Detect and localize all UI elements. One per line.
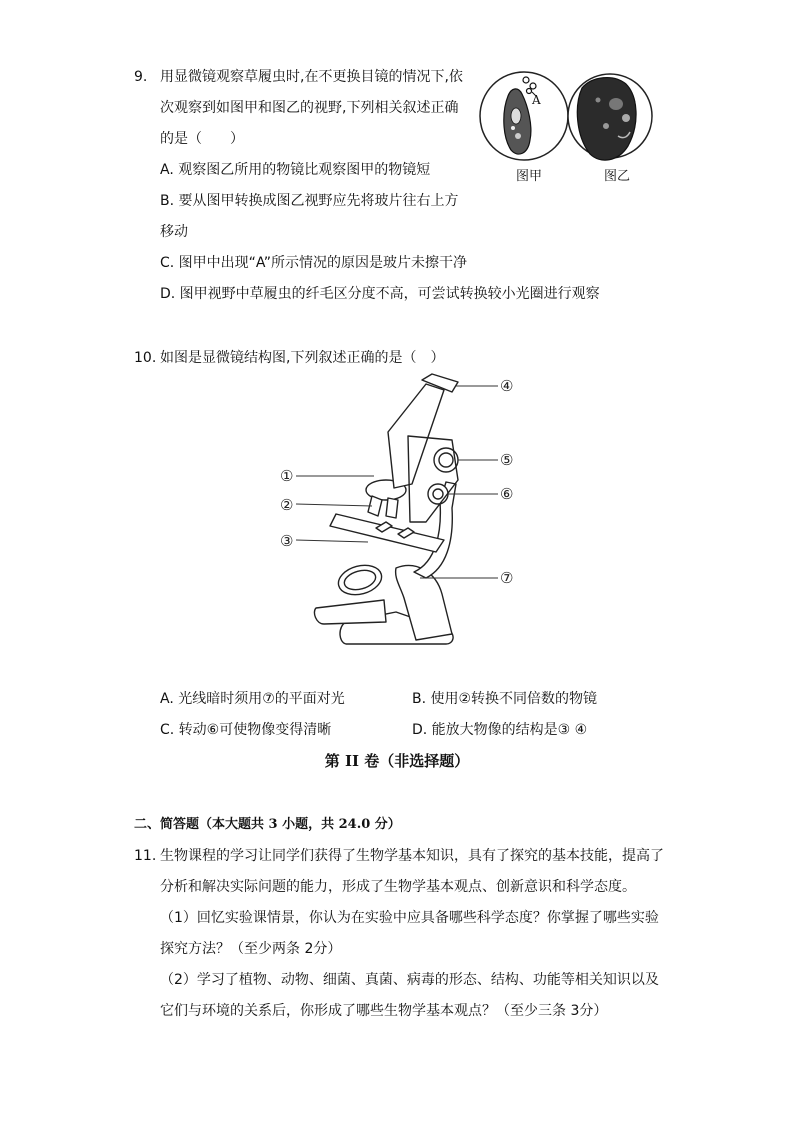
q9-option-b: B. 要从图甲转换成图乙视野应先将玻片往右上方 xyxy=(160,193,459,209)
q11-stem-line-1: 生物课程的学习让同学们获得了生物学基本知识，具有了探究的基本技能，提高了 xyxy=(160,848,664,864)
q10-option-b: B. 使用②转换不同倍数的物镜 xyxy=(412,691,598,707)
microscope-figure xyxy=(276,372,526,650)
label-1: ① xyxy=(280,467,294,485)
q10-option-c: C. 转动⑥可使物像变得清晰 xyxy=(160,722,332,738)
label-6: ⑥ xyxy=(500,485,514,503)
caption-yi: 图乙 xyxy=(604,169,631,184)
q10-option-d: D. 能放大物像的结构是③ ④ xyxy=(412,722,588,738)
label-3: ③ xyxy=(280,532,294,550)
q10-number: 10. xyxy=(134,350,157,366)
label-5: ⑤ xyxy=(500,451,514,469)
q11-sub1-line-2: 探究方法？（至少两条 2分） xyxy=(160,941,342,957)
q11-sub1-line-1: （1）回忆实验课情景，你认为在实验中应具备哪些科学态度？你掌握了哪些实验 xyxy=(160,910,659,926)
label-4: ④ xyxy=(500,377,514,395)
q10-option-a: A. 光线暗时须用⑦的平面对光 xyxy=(160,691,345,707)
part2-title: 第 II 卷（非选择题） xyxy=(324,752,470,770)
body-tube xyxy=(388,384,444,488)
q9-stem-line-1: 用显微镜观察草履虫时,在不更换目镜的情况下,依 xyxy=(160,69,463,85)
q9-stem-line-2: 次观察到如图甲和图乙的视野,下列相关叙述正确 xyxy=(160,100,459,116)
q11-sub2-line-1: （2）学习了植物、动物、细菌、真菌、病毒的形态、结构、功能等相关知识以及 xyxy=(160,972,659,988)
label-a: A xyxy=(532,93,541,107)
label-7: ⑦ xyxy=(500,569,514,587)
q9-option-d: D. 图甲视野中草履虫的纤毛区分度不高，可尝试转换较小光圈进行观察 xyxy=(160,286,600,302)
q11-sub2-line-2: 它们与环境的关系后，你形成了哪些生物学基本观点？（至少三条 3分） xyxy=(160,1003,608,1019)
q11-number: 11. xyxy=(134,848,157,864)
paramecium-large xyxy=(577,78,636,161)
q9-option-a: A. 观察图乙所用的物镜比观察图甲的物镜短 xyxy=(160,162,431,178)
q9-option-c: C. 图甲中出现“A”所示情况的原因是玻片未擦干净 xyxy=(160,255,468,271)
caption-jia: 图甲 xyxy=(516,169,543,184)
q11-stem-line-2: 分析和解决实际问题的能力，形成了生物学基本观点、创新意识和科学态度。 xyxy=(160,879,636,895)
q9-paramecium-figure xyxy=(478,66,658,188)
section2-title: 二、简答题（本大题共 3 小题，共 24.0 分） xyxy=(134,817,401,832)
q9-option-b-cont: 移动 xyxy=(160,224,188,240)
label-2: ② xyxy=(280,496,294,514)
q9-stem-line-3: 的是（ ） xyxy=(160,131,244,147)
q9-number: 9. xyxy=(134,69,148,85)
q10-stem: 如图是显微镜结构图,下列叙述正确的是（ ） xyxy=(160,350,445,366)
